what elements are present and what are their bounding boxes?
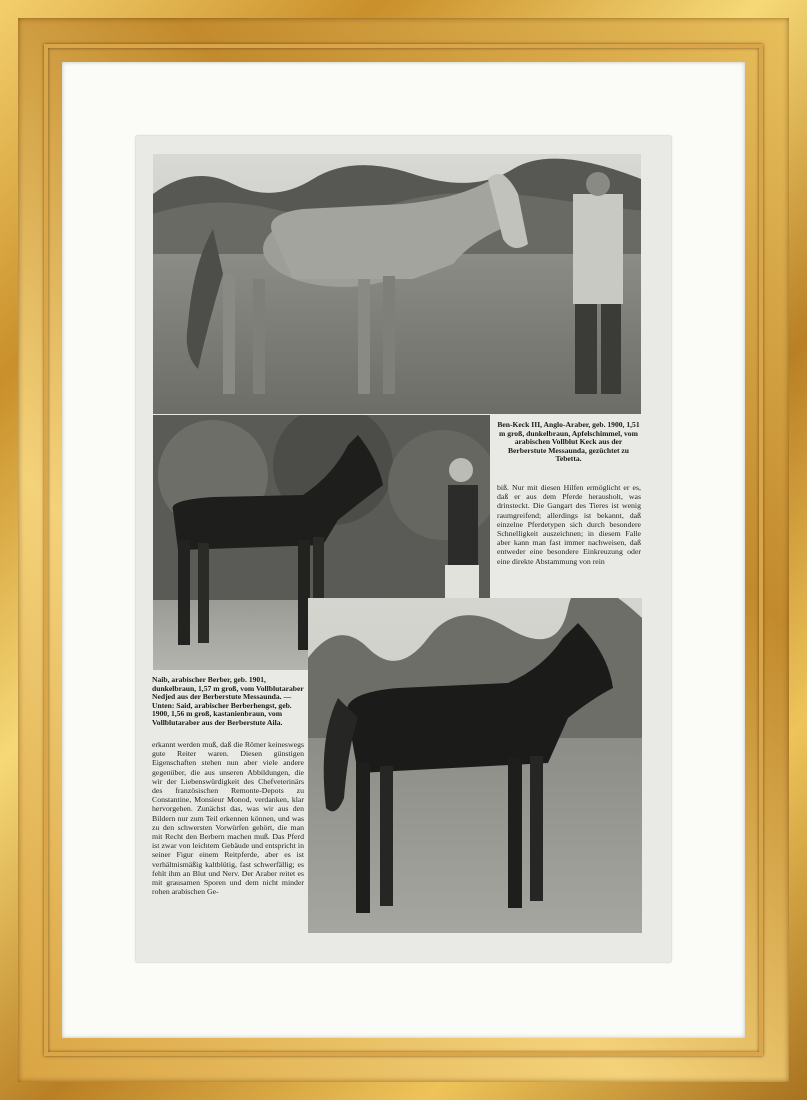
body-text-left-column: erkannt werden muß, daß die Römer keineswegs gute Reiter waren. Diesen günstigen Eigenschaften stehen nun aber viele andere gegenüber, die aus unseren Abbildungen, die wir der Liebenswürdigkeit des Chefveterinärs des französischen Remonte-Depots zu Constantine, Monsieur Monod, verdanken, klar hervorgehen. Zunächst das, was wir aus den Bildern nur zum Teil erkennen können, und was zu den schwersten Vorwürfen gehört, die man mit Recht den Berbern machen muß. Das Pferd ist zwar von leichtem Gebäude und entspricht in seiner Figur einem Reitpferde, aber es ist verhältnismäßig kaltblütig, fast schwerfällig; es fehlt ihm an Blut und Nerv. Der Araber reitet es mit grausamen Sporen und dem nicht minder rohen arabischen Ge- (152, 740, 304, 897)
caption-ben-keck: Ben-Keck III, Anglo-Araber, geb. 1900, 1,51 m groß, dunkelbraun, Apfelschimmel, vom arabischen Vollblut Keck aus der Berberstute Messaunda, gezüchtet zu Tebetta. (497, 420, 640, 464)
body-text-right-column: biß. Nur mit diesen Hilfen ermöglicht er es, daß er aus dem Pferde herausholt, was drinsteckt. Die Gangart des Tieres ist wenig raumgreifend; allerdings ist bekannt, daß einzelne Pferdetypen sich durch besondere Schnelligkeit auszeichnen; in diesem Falle aber kann man fast immer nachweisen, daß entweder eine besondere Einkreuzung oder eine direkte Abstammung von rein (497, 483, 641, 566)
print-page (136, 136, 671, 962)
photo-ben-keck-horse (153, 154, 641, 414)
caption-naib-said: Naib, arabischer Berber, geb. 1901, dunkelbraun, 1,57 m groß, vom Vollblutaraber Nedjed aus der Berberstute Messaunda. — Unten: Said, arabischer Berberhengst, geb. 1900, 1,56 m groß, kastanienbraun, vom Vollblutaraber aus der Berberstute Aila. (152, 675, 304, 727)
photo-said-horse (308, 598, 642, 933)
